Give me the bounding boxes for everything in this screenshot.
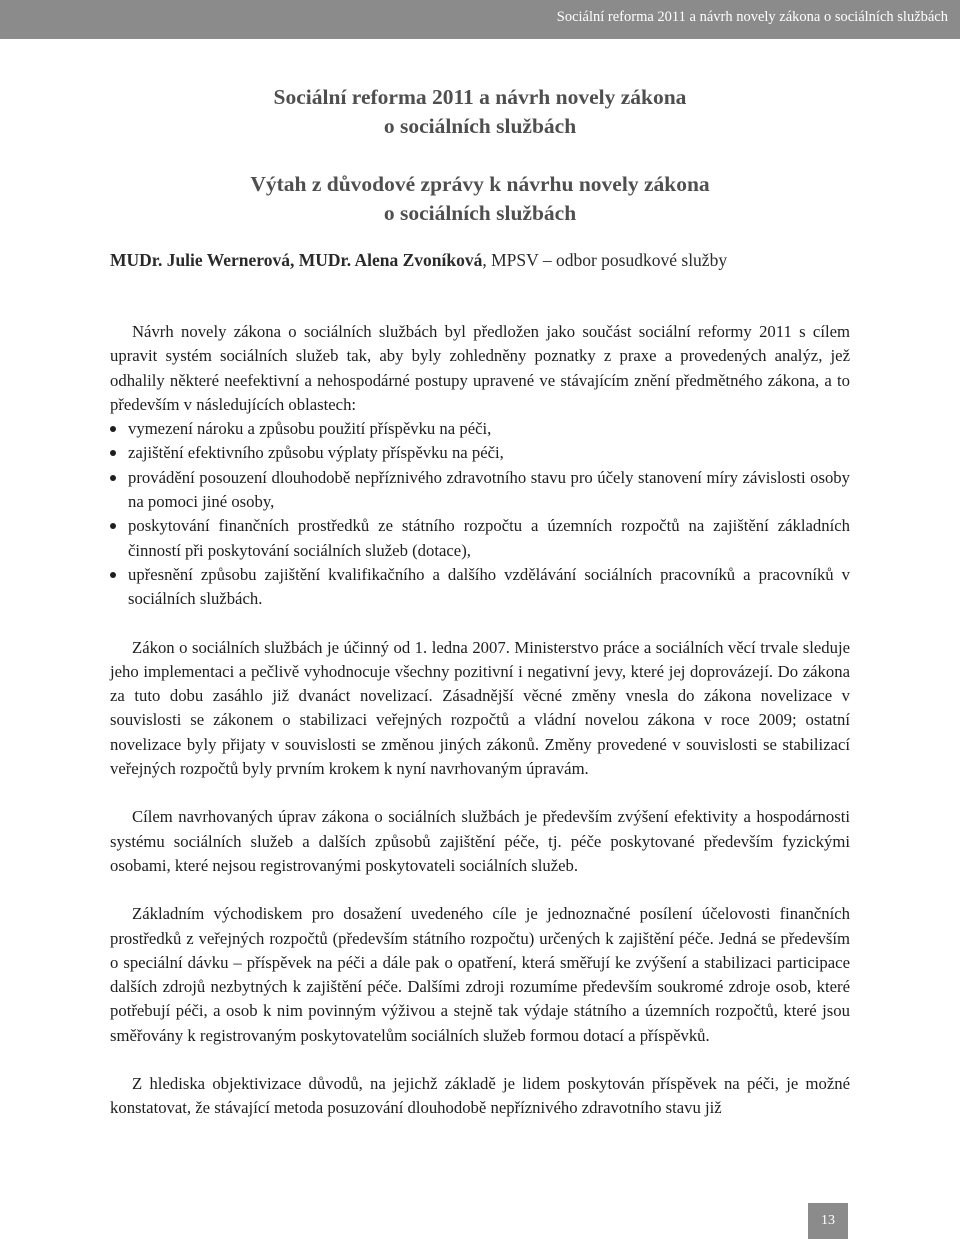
page-number-box xyxy=(808,1203,848,1239)
list-item xyxy=(110,466,850,515)
paragraph-objectivization: Z hlediska objektivizace důvodů, na jejichž základě je lidem poskytován příspěvek na péči, je možné konstatovat, že stávající metoda posuzování dlouhodobě nepříznivého zdravotního stavu již xyxy=(110,1074,850,1118)
bullet-icon xyxy=(110,426,116,432)
list-item-text: provádění posouzení dlouhodobě nepříznivého zdravotního stavu pro účely stanovení míry závislosti osoby na pomoci jiné osoby, xyxy=(128,467,850,512)
paragraph-basis: Základním východiskem pro dosažení uvedeného cíle je jednoznačné posílení účelovosti finančních prostředků z veřejných rozpočtů (především státního rozpočtu) určených k zajištění péče. Jedná se především o speciální dávku – příspěvek na péči a dále pak o opatření, která směřují ke zvýšení a stabilizaci participace dalších zdrojů nezbytných k zajištění péče. Dalšími zdroji rozumíme především soukromé zdroje osob, které potřebují péči, a osob k nim povinným výživou a stejně tak výdaje státního a územních rozpočtů, které jsou směřovány k registrovaným poskytovatelům sociálních služeb formou dotací a příspěvků. xyxy=(110,904,850,1045)
page-title xyxy=(0,83,960,141)
paragraph-effectivity: Zákon o sociálních službách je účinný od 1. ledna 2007. Ministerstvo práce a sociálních věcí trvale sleduje jeho implementaci a pečlivě vyhodnocuje všechny pozitivní i negativní jevy, které jej doprovázejí. Do zákona za tuto dobu zasáhlo již dvanáct novelizací. Zásadnější věcné změny vnesla do zákona novelizace v souvislosti se zákonem o stabilizaci veřejných rozpočtů a vládní novelou zákona v roce 2009; ostatní novelizace byly přijaty v souvislosti se změnou jiných zákonů. Změny provedené v souvislosti se stabilizací veřejných rozpočtů byly prvním krokem k nyní navrhovaným úpravám. xyxy=(110,637,850,779)
page-title-line-1: Sociální reforma 2011 a návrh novely zákona xyxy=(273,85,687,109)
list-item-text: poskytování finančních prostředků ze státního rozpočtu a územních rozpočtů na zajištění základních činností při poskytování sociálních služeb (dotace), xyxy=(128,516,850,560)
author-line xyxy=(110,250,727,271)
list-item xyxy=(110,563,850,612)
list-item xyxy=(110,514,850,563)
areas-list xyxy=(110,417,850,611)
bullet-icon xyxy=(110,523,116,529)
list-item-text: vymezení nároku a způsobu použití příspěvku na péči, xyxy=(128,419,492,439)
list-item xyxy=(110,441,850,465)
list-item xyxy=(110,417,850,441)
author-affiliation: , MPSV – odbor posudkové služby xyxy=(482,250,728,270)
intro-paragraph: Návrh novely zákona o sociálních službách byl předložen jako součást sociální reformy 2011 s cílem upravit systém sociálních služeb tak, aby byly zohledněny poznatky z praxe a provedených analýz, jež odhalily některé neefektivní a nehospodárné postupy upravené ve stávajícím znění předmětného zákona, a to především v následujících oblastech: xyxy=(110,322,850,414)
running-header-title: Sociální reforma 2011 a návrh novely zákona o sociálních službách xyxy=(556,9,948,25)
page-subtitle-line-2: o sociálních službách xyxy=(383,201,577,225)
page-title-line-2: o sociálních službách xyxy=(383,114,577,138)
bullet-icon xyxy=(110,572,116,578)
list-item-text: upřesnění způsobu zajištění kvalifikačního a dalšího vzdělávání sociálních pracovníků a pracovníků v sociálních službách. xyxy=(128,564,850,609)
running-header-bar xyxy=(0,0,960,39)
author-names: MUDr. Julie Wernerová, MUDr. Alena Zvoníková xyxy=(110,250,483,270)
list-item-text: zajištění efektivního způsobu výplaty příspěvku na péči, xyxy=(128,443,504,463)
page-number: 13 xyxy=(821,1213,835,1228)
page-subtitle xyxy=(0,170,960,228)
bullet-icon xyxy=(110,475,116,481)
bullet-icon xyxy=(110,450,116,456)
page-subtitle-line-1: Výtah z důvodové zprávy k návrhu novely zákona xyxy=(250,172,710,196)
article-body xyxy=(110,320,850,1121)
paragraph-goal: Cílem navrhovaných úprav zákona o sociálních službách je především zvýšení efektivity a hospodárnosti systému sociálních služeb a dalších způsobů zajištění péče, tj. péče poskytované především fyzickými osobami, které nejsou registrovanými poskytovateli sociálních služeb. xyxy=(110,807,850,875)
